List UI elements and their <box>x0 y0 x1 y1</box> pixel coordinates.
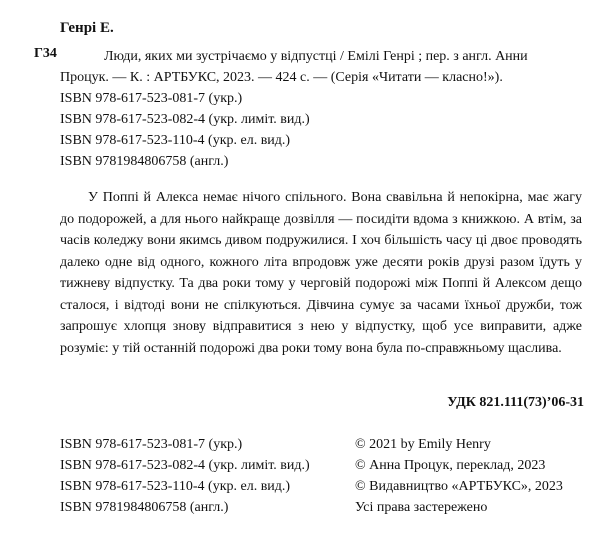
copyright-item: © 2021 by Emily Henry <box>355 437 491 452</box>
isbn-list-top <box>60 88 310 172</box>
book-annotation <box>60 187 582 359</box>
author-heading: Генрі Е. <box>60 20 114 36</box>
copyright-item: © Анна Процук, переклад, 2023 <box>355 458 546 473</box>
isbn-item: ISBN 9781984806758 (англ.) <box>60 154 229 169</box>
copyright-item: © Видавництво «АРТБУКС», 2023 <box>355 479 563 494</box>
classification-code: Г34 <box>34 46 57 61</box>
isbn-item: ISBN 978-617-523-110-4 (укр. ел. вид.) <box>60 479 291 494</box>
isbn-item: ISBN 978-617-523-110-4 (укр. ел. вид.) <box>60 133 291 148</box>
bibliographic-line-2: Процук. — К. : АРТБУКС, 2023. — 424 с. — (Серія «Читати — класно!»). <box>60 70 503 85</box>
bibliographic-line-1: Люди, яких ми зустрічаємо у відпустці / Емілі Генрі ; пер. з англ. Анни <box>104 49 528 64</box>
udk-code: УДК 821.111(73)’06-31 <box>447 395 584 410</box>
copyright-item: Усі права застережено <box>355 500 488 515</box>
isbn-item: ISBN 978-617-523-081-7 (укр.) <box>60 437 243 452</box>
copyright-list <box>355 434 563 518</box>
isbn-item: ISBN 978-617-523-082-4 (укр. лиміт. вид.) <box>60 458 310 473</box>
isbn-list-bottom <box>60 434 310 518</box>
isbn-item: ISBN 9781984806758 (англ.) <box>60 500 229 515</box>
annotation-text: У Поппі й Алекса немає нічого спільного. Вона свавільна й непокірна, має жагу до подорожей, а для нього найкраще дозвілля — посидіти вдома з книжкою. А втім, за часів коледжу вони якимсь дивом подружилися. І хоч більшість часу ці двоє проводять далеко одне від одного, кожного літа впродовж уже десяти років друзі разом їдуть у тижневу відпустку. Та два роки тому у черговій подорожі між Поппі й Алексом дещо сталося, і відтоді вони не спілкуються. Дівчина сумує за часами їхньої дружби, тож запрошує хлопця знову відправитися з нею у відпустку, щоб усе виправити, адже розуміє: у тій останній подорожі два роки тому вона була по-справжньому щаслива. <box>60 190 582 356</box>
isbn-item: ISBN 978-617-523-081-7 (укр.) <box>60 91 243 106</box>
isbn-item: ISBN 978-617-523-082-4 (укр. лиміт. вид.) <box>60 112 310 127</box>
